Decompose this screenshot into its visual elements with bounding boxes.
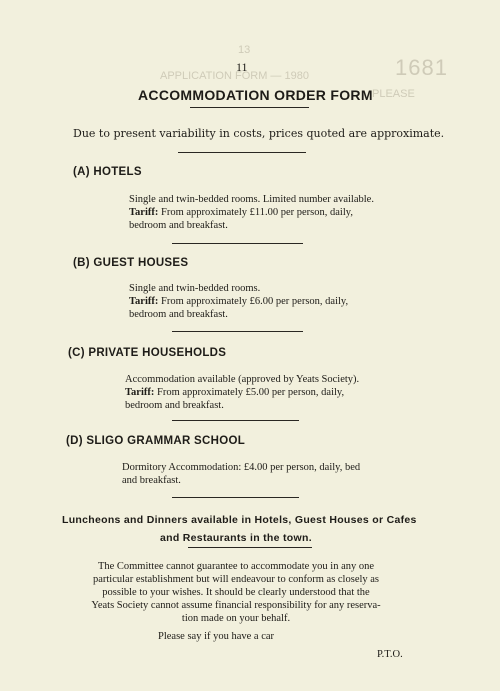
tariff-label: Tariff: [125,387,155,398]
committee-line: Yeats Society cannot assume financial responsibility for any reserva- [91,600,381,611]
divider [188,547,312,548]
committee-line: tion made on your behalf. [181,613,291,624]
pto-note: P.T.O. [377,649,403,660]
grammar-school-line2: and breakfast. [122,475,181,486]
divider [172,497,299,498]
page-number: 11 [236,60,248,74]
section-heading-private-households: (C) PRIVATE HOUSEHOLDS [68,347,227,359]
divider [172,331,303,332]
private-households-tariff [125,386,344,400]
section-heading-guest-houses: (B) GUEST HOUSES [73,257,189,269]
meals-line2: and Restaurants in the town. [160,532,312,544]
car-note: Please say if you have a car [158,631,275,642]
tariff-text: From approximately £5.00 per person, daily, [154,387,345,398]
intro-text: Due to present variability in costs, prices quoted are approximate. [73,127,445,140]
guest-houses-description: Single and twin-bedded rooms. [129,283,261,294]
divider [172,243,303,244]
committee-paragraph [56,560,416,625]
section-heading-sligo-grammar-school: (D) SLIGO GRAMMAR SCHOOL [66,435,246,447]
section-heading-hotels: (A) HOTELS [73,166,142,178]
show-through-please: PLEASE [372,88,415,100]
page-title: ACCOMMODATION ORDER FORM [138,87,373,103]
divider [172,420,299,421]
divider [178,152,306,153]
title-divider [190,107,309,108]
guest-houses-tariff [129,295,348,309]
committee-line: The Committee cannot guarantee to accommodate you in any one [97,561,375,572]
show-through-number: 1681 [395,55,448,80]
private-households-description: Accommodation available (approved by Yeats Society). [125,374,360,385]
tariff-label: Tariff: [129,296,159,307]
committee-line: possible to your wishes. It should be clearly understood that the [102,587,370,598]
tariff-label: Tariff: [129,207,159,218]
tariff-text: From approximately £11.00 per person, daily, [158,207,353,218]
grammar-school-line1: Dormitory Accommodation: £4.00 per person, daily, bed [122,462,361,473]
private-households-tariff-line2: bedroom and breakfast. [125,400,224,411]
hotels-description: Single and twin-bedded rooms. Limited number available. [129,194,374,205]
show-through-page-number: 13 [238,44,251,56]
hotels-tariff-line2: bedroom and breakfast. [129,220,228,231]
show-through-form-title: APPLICATION FORM — 1980 [160,70,309,82]
tariff-text: From approximately £6.00 per person, daily, [158,296,349,307]
hotels-tariff [129,206,414,220]
meals-line1: Luncheons and Dinners available in Hotels, Guest Houses or Cafes [62,514,417,526]
guest-houses-tariff-line2: bedroom and breakfast. [129,309,228,320]
committee-line: particular establishment but will endeavour to conform as closely as [92,574,380,585]
